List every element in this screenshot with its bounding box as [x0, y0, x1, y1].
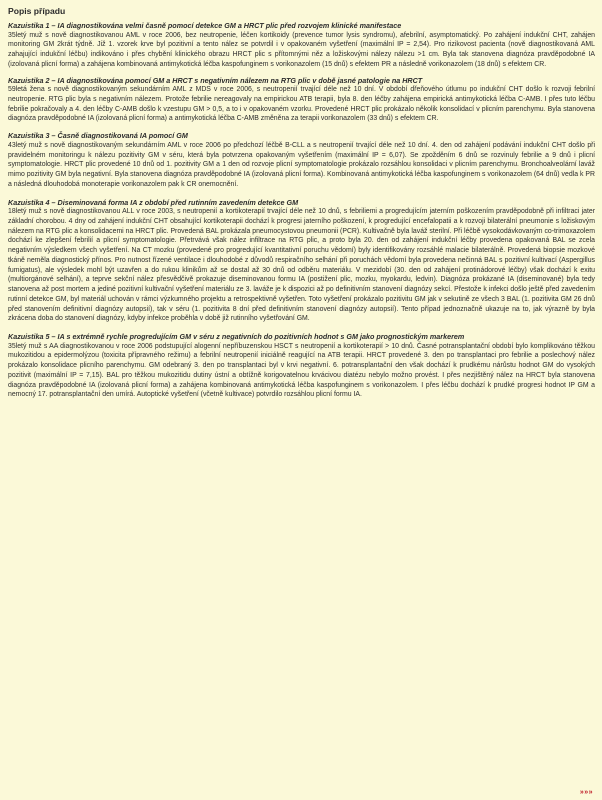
case-body: 59letá žena s nově diagnostikovaným sekundárním AML z MDS v roce 2006, s neutropenií trvající déle než 10 dní. V období dřeňového útlumu po indukční CHT došlo k rozvoji febrilní neutropenie. RTG plic byla s negativním nálezem. Protože febrilie nereagovaly na empirickou ATB terapii, byla 8. den léčby zahájena empirická antimykotická léčba C-AMB. I přes tuto léčbu febrilie pokračovaly a 4. den léčby C-AMB došlo k vzestupu GM > 0,5, a to i v opakovaném vzorku. Provedené HRCT plic prokázalo několik konsolidací v plicním parenchymu. Byla stanovena diagnóza pravděpodobné IA (izolovaná plicní forma) a antimykotická léčba C-AMB změněna za terapii vorikonazolem (33 dnů) s efektem CR. — [8, 86, 595, 123]
case-body: 35letý muž s AA diagnostikovanou v roce 2006 podstupující alogenní nepříbuzenskou HSCT s neutropenií a kortikoterapií > 10 dnů. Časné potransplantační období bylo komplikováno těžkou mukozitidou a epidermolýzou (toxicita přípravného režimu) a febrilní neutropenií iniciálně reagující na ATB terapii. HRCT provedené 3. den po transplantaci pro febrilie a poslechový nález prokázalo konsolidace plicního parenchymu. GM odebraný 3. den po transplantaci byl v krvi negativní. 6. potransplantační den však dochází k prudkému nárůstu hodnot GM do vysokých pozitivit (maximální IP = 7,15). BAL pro těžkou mukozitidu dutiny ústní a obtížně korigovatelnou krvácivou diatézu nebylo možno provést. I přes nezjištěný nález na HRCT byla stanovena diagnóza pravděpodobné IA (izolovaná plicní forma) a zahájena kombinovaná antimykotická léčba kaspofunginem s vorikonazolem. I přes léčbu dochází k prudké progresi hodnot IP GM a nemocný 17. potransplantační den umírá. Autoptické vyšetření (včetně kultivace) potvrdilo rozsáhlou plicní formu IA. — [8, 342, 595, 399]
case-2 — [8, 76, 595, 125]
section-title: Popis případu — [8, 6, 66, 16]
case-title: Kazuistika 3 – Časně diagnostikovaná IA pomocí GM — [8, 131, 188, 141]
case-body: 18letý muž s nově diagnostikovanou ALL v roce 2003, s neutropenií a kortikoterapií trvající déle než 10 dnů, s febriliemi a progredujícím jaterním poškozením pravděpodobně při infiltraci jater základní chorobou. 4 dny od zahájení indukční CHT obsahující kortikoterapii dochází k progresi jaterního poškození, k progredující encefalopatii a k rozvoji bilaterální pneumonie s ložiskovým nálezem na RTG plic a konsolidacemi na HRCT plic. Provedená BAL prokázala pneumocystovou pneumonii (PCR). Kultivačně byla laváž sterilní. Při léčbě vysokodávkovaným co-trimoxazolem dochází ke zlepšení febrilií a plicní symptomatologie. Přetrvává však nález infiltrace na RTG plic, a proto byla 20. den od zahájení indukční léčby provedena opakovaná BAL se zcela negativním výsledkem všech vyšetření. Na CT mozku (provedené pro progredující kvantitativní poruchu vědomí) byly identifikovány rozsáhlé malacie bilaterálně. Provedená biopsie mozkové tkáně neměla diagnostický přínos. Pro nutnost řízené ventilace i dlouhodobé z důvodů respiračního selhání při poruchách vědomí byla provedena nečinná BAL s pozitivní kultivací (Aspergillus fumigatus), ale výsledek mohl být uzavřen a do rukou klinikům až se dostal až 30 dnů od odběru materiálu. V mezidobí (30. den od zahájení protinádorové léčby) však dochází k exitu (multiorgánové selhání), a teprve sekční nález přesvědčivě prokazuje diseminovanou formu IA (postižení plic, mozku, myokardu, ledvin). Diagnóza prokázané IA (diseminované) byla tedy stanovena až post mortem a jediné pozitivní kultivační vyšetření materiálu ze 3. laváže je k dispozici až po definitivním stanovení diagnózy sekcí. Přestože k infekci došlo ještě před zavedením rutinní detekce GM, byl materiál uchován v rámci výzkumného projektu a retrospektivně vyšetřen. Toto vyšetření prokázalo pozitivitu GM jak v sekutině ze všech 3 BAL (1. pozitivita GM 26 dnů před stanovením definitivní diagnózy autopsií), tak v séru (1. pozitivita 8 dní před definitivním stanovení diagnózy autopsií). Tento případ jednoznačně ukazuje na to, jak výrazně by byla zkrácena doba do stanovení diagnózy, kdyby infekce proběhla v době již rutinního vyšetřování GM. — [8, 208, 595, 323]
case-body: 43letý muž s nově diagnostikovaným sekundárním AML v roce 2006 po předchozí léčbě B-CLL a s neutropenií trvající déle než 10 dní. 4. den od zahájení podávání indukční CHT došlo při pravidelném monitoringu k nálezu pozitivity GM v séru, která byla potvrzena opakovaným vyšetřením (maximální IP = 6,07). Se zpožděním 6 dnů se rozvinuly febrilie a 9 dnů i plicní symptomatologie. HRCT plic provedené 10 dnů od 1. pozitivity GM a 1 den od rozvoje plicní symptomatologie prokázalo rozsáhlou konsolidaci v plicním parenchymu. Bronchoalveolární laváž mimo pozitivity GM byla negativní. Byla stanovena diagnóza pravděpodobné IA (izolovaná plicní forma). Kombinovaná antimykotická léčba kaspofunginem s vorikonazolem (64 dnů) vedla k PR a následná dlouhodobá monoterapie vorikonazolem pak k CR onemocnění. — [8, 141, 595, 188]
case-title: Kazuistika 4 – Diseminovaná forma IA z období před rutinním zavedením detekce GM — [8, 197, 299, 207]
case-body: 35letý muž s nově diagnostikovanou AML v roce 2006, bez neutropenie, léčen kortikoidy (prevence tumor lysis syndromu), afebrilní, asymptomatický. Po zahájení indukční CHT, zahájen monitoring GM 2krát týdně. Již 1. vzorek krve byl pozitivní a tento nález se potvrdil i v opakovaném vyšetření (maximální IP = 2,54). Pro rizikovost pacienta (nově diagnostikovaná AML zahajující indukční léčbu) indikováno i přes chybění klinického obrazu HRCT plic s přítomnými něz a ložiskovými nálezy nálezu >1 cm. Byla tak stanovena diagnóza pravděpodobné IA (izolovaná plicní forma) a zahájena kombinovaná antimykotická léčba kaspofunginem s vorikonazolem (15 dnů) s efektem PR a následně vorikonazolem (18 dnů) s efektem CR. — [8, 31, 595, 68]
case-5 — [8, 332, 595, 400]
page-number-marker: »»» — [579, 789, 593, 796]
case-4 — [8, 198, 595, 325]
case-title: Kazuistika 2 – IA diagnostikována pomocí GM a HRCT s negativním nálezem na RTG plic v době jasné patologie na HRCT — [8, 75, 423, 85]
case-title: Kazuistika 1 – IA diagnostikována velmi časně pomocí detekce GM a HRCT plic před rozvojem klinické manifestace — [8, 21, 402, 30]
case-title: Kazuistika 5 – IA s extrémně rychle progredujícím GM v séru z negativních do pozitivních hodnot s GM jako prognostickým markerem — [8, 332, 465, 342]
case-1 — [8, 21, 595, 70]
case-3 — [8, 131, 595, 189]
